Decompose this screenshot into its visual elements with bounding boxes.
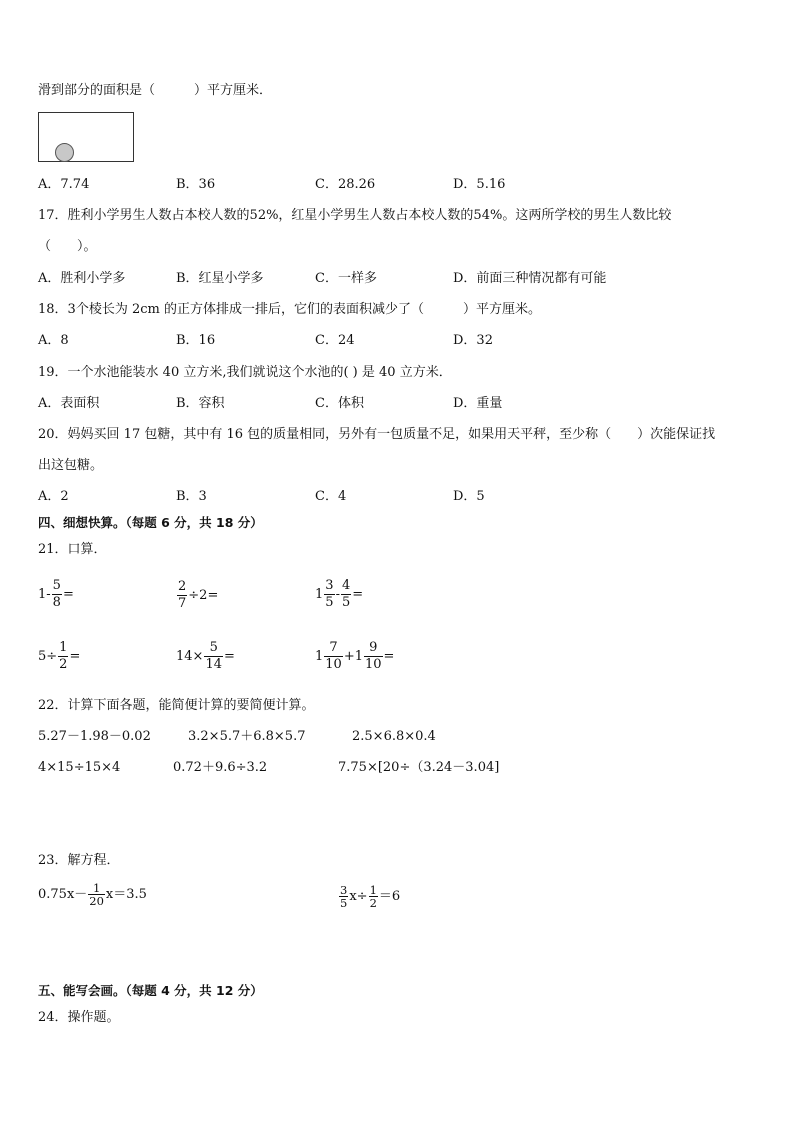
q21-expr-4 xyxy=(38,640,80,673)
q18-option-c: C．24 xyxy=(315,333,355,348)
q18-option-d: D．32 xyxy=(453,333,493,348)
q17-option-c: C．一样多 xyxy=(315,271,377,286)
section4-title: 四、细想快算。（每题 6 分，共 18 分） xyxy=(38,515,263,530)
q17-option-d: D．前面三种情况都有可能 xyxy=(453,271,607,286)
q21-expr-3 xyxy=(315,578,363,611)
numerator: 1 xyxy=(92,881,101,895)
q23-equation-2 xyxy=(338,882,400,909)
q18-stem: 18．3个棱长为 2cm 的正方体排成一排后，它们的表面积减少了（ ）平方厘米。 xyxy=(38,302,541,317)
q22-expr-3: 2.5×6.8×0.4 xyxy=(352,729,436,744)
denominator: 2 xyxy=(59,657,68,672)
q20-stem-line2: 出这包糖。 xyxy=(38,458,104,473)
q16-option-a: A．7.74 xyxy=(38,177,90,192)
numerator: 1 xyxy=(59,640,68,655)
numerator: 5 xyxy=(52,578,61,593)
q18-option-a: A．8 xyxy=(38,333,69,348)
denominator: 20 xyxy=(89,894,104,908)
q21-expr-5 xyxy=(176,640,235,673)
q17-option-b: B．红星小学多 xyxy=(176,271,264,286)
q22-expr-5: 0.72＋9.6÷3.2 xyxy=(173,760,268,775)
denominator: 8 xyxy=(52,595,61,610)
expr-text: ＝6 xyxy=(378,888,401,904)
q23-equation-1 xyxy=(38,882,147,907)
q21-expr-6 xyxy=(315,640,394,673)
numerator: 4 xyxy=(341,578,351,593)
ball-shape xyxy=(55,143,74,162)
whole-number: 1 xyxy=(315,586,324,602)
expr-text: 14× xyxy=(176,648,204,664)
q21-stem: 21．口算． xyxy=(38,542,107,557)
numerator: 2 xyxy=(178,579,187,594)
expr-text: x÷ xyxy=(349,888,368,904)
operator: +1 xyxy=(343,648,363,664)
q17-stem-line2: （ ）。 xyxy=(38,239,97,254)
numerator: 3 xyxy=(340,883,348,897)
denominator: 7 xyxy=(178,596,187,611)
q19-option-d: D．重量 xyxy=(453,396,503,411)
q22-expr-6: 7.75×[20÷（3.24－3.04] xyxy=(338,760,500,775)
q19-option-b: B．容积 xyxy=(176,396,225,411)
q20-option-c: C．4 xyxy=(315,489,347,504)
q16-figure xyxy=(38,112,134,162)
denominator: 2 xyxy=(369,896,377,910)
q17-stem-line1: 17．胜利小学男生人数占本校人数的52%，红星小学男生人数占本校人数的54%。这两所学校的男生人数比较 xyxy=(38,208,672,223)
numerator: 1 xyxy=(369,883,377,897)
q17-option-a: A．胜利小学多 xyxy=(38,271,126,286)
expr-text: = xyxy=(62,586,74,602)
section5-title: 五、能写会画。（每题 4 分，共 12 分） xyxy=(38,983,263,998)
expr-text: ÷2= xyxy=(188,587,219,603)
denominator: 10 xyxy=(365,657,382,672)
denominator: 10 xyxy=(325,657,342,672)
numerator: 9 xyxy=(369,640,378,655)
expr-text: = xyxy=(223,648,235,664)
expr-text: 1- xyxy=(38,586,51,602)
expr-text: = xyxy=(69,648,81,664)
q18-option-b: B．16 xyxy=(176,333,216,348)
q21-expr-2 xyxy=(176,578,218,612)
q16-option-d: D．5.16 xyxy=(453,177,506,192)
q24-stem: 24．操作题。 xyxy=(38,1010,120,1025)
expr-text: = xyxy=(383,648,395,664)
expr-text: = xyxy=(352,586,364,602)
q16-stem: 滑到部分的面积是（ ）平方厘米． xyxy=(38,83,273,98)
operator: - xyxy=(335,586,340,602)
numerator: 3 xyxy=(325,578,334,593)
q21-expr-1 xyxy=(38,578,74,611)
denominator: 14 xyxy=(205,657,222,672)
q16-option-b: B．36 xyxy=(176,177,216,192)
q19-stem: 19．一个水池能装水 40 立方米,我们就说这个水池的( ) 是 40 立方米． xyxy=(38,365,452,380)
whole-number: 1 xyxy=(315,648,324,664)
q19-option-a: A．表面积 xyxy=(38,396,100,411)
q22-expr-2: 3.2×5.7＋6.8×5.7 xyxy=(188,729,306,744)
q22-expr-4: 4×15÷15×4 xyxy=(38,760,121,775)
q20-option-d: D．5 xyxy=(453,489,485,504)
q22-expr-1: 5.27－1.98－0.02 xyxy=(38,729,151,744)
q20-option-a: A．2 xyxy=(38,489,69,504)
q16-option-c: C．28.26 xyxy=(315,177,376,192)
denominator: 5 xyxy=(325,595,334,610)
q23-stem: 23．解方程． xyxy=(38,853,120,868)
q22-stem: 22．计算下面各题，能简便计算的要简便计算。 xyxy=(38,698,315,713)
q20-option-b: B．3 xyxy=(176,489,207,504)
numerator: 7 xyxy=(329,640,338,655)
numerator: 5 xyxy=(209,640,218,655)
q20-stem-line1: 20．妈妈买回 17 包糖，其中有 16 包的质量相同，另外有一包质量不足，如果用天平秤，至少称（ ）次能保证找 xyxy=(38,427,716,442)
expr-text: 0.75x－ xyxy=(38,886,88,902)
denominator: 5 xyxy=(341,595,351,610)
denominator: 5 xyxy=(340,896,348,910)
expr-text: x＝3.5 xyxy=(105,886,147,902)
q19-option-c: C．体积 xyxy=(315,396,364,411)
expr-text: 5÷ xyxy=(38,648,58,664)
